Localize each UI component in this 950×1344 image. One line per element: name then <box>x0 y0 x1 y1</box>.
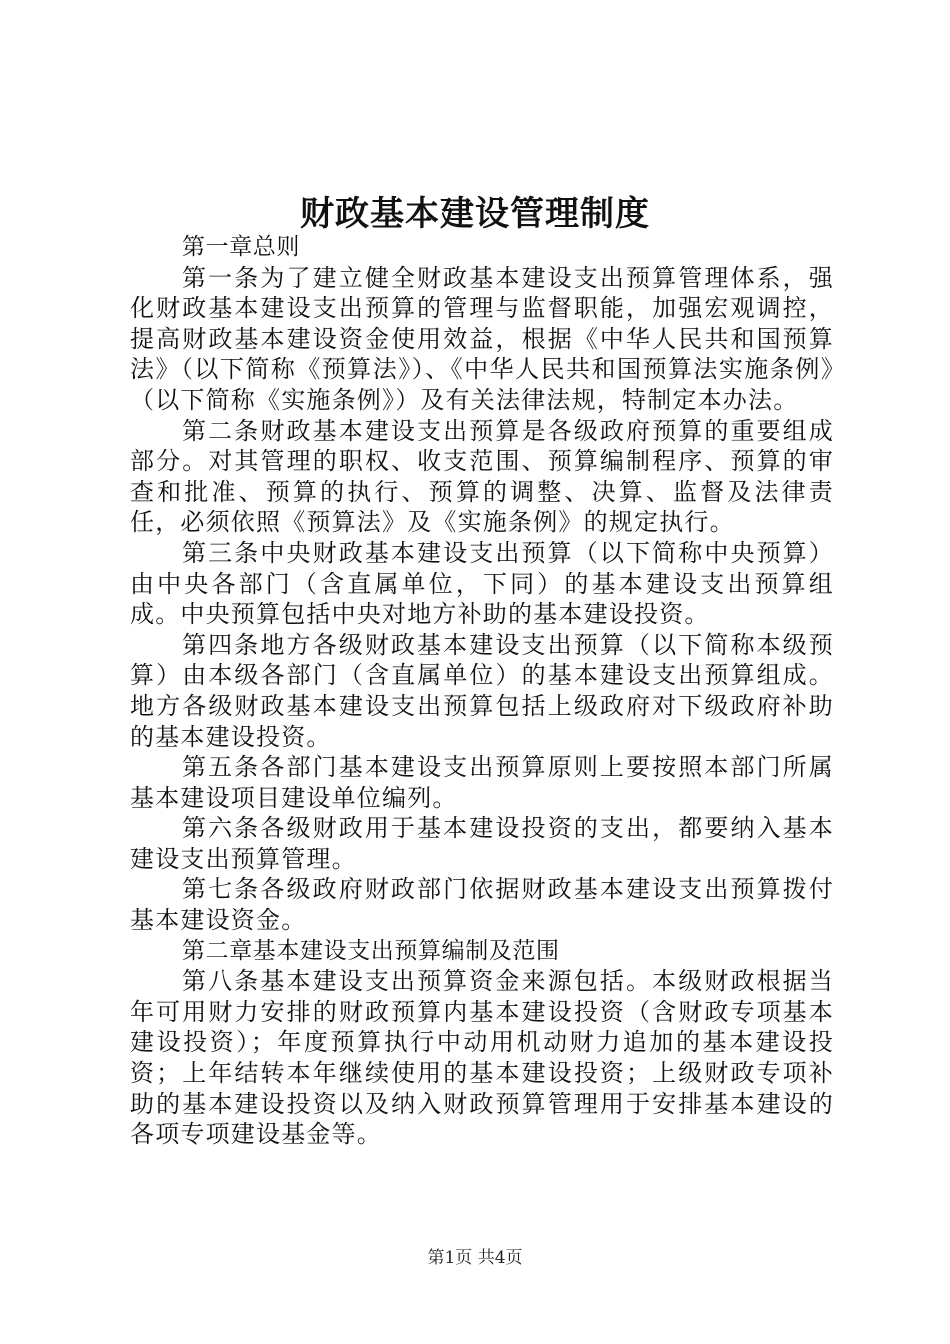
article-paragraph: 第五条各部门基本建设支出预算原则上要按照本部门所属基本建设项目建设单位编列。 <box>130 753 834 812</box>
article-paragraph: 第四条地方各级财政基本建设支出预算（以下简称本级预算）由本级各部门（含直属单位）的基本建设支出预算组成。地方各级财政基本建设支出预算包括上级政府对下级政府补助的基本建设投资。 <box>130 630 834 751</box>
document-title: 财政基本建设管理制度 <box>300 194 650 234</box>
article-paragraph: 第三条中央财政基本建设支出预算（以下简称中央预算）由中央各部门（含直属单位，下同）的基本建设支出预算组成。中央预算包括中央对地方补助的基本建设投资。 <box>130 538 834 629</box>
chapter-heading: 第二章基本建设支出预算编制及范围 <box>182 937 560 964</box>
article-paragraph: 第一条为了建立健全财政基本建设支出预算管理体系，强化财政基本建设支出预算的管理与监督职能，加强宏观调控，提高财政基本建设资金使用效益，根据《中华人民共和国预算法》（以下简称《预算法》）、《中华人民共和国预算法实施条例》（以下简称《实施条例》）及有关法律法规，特制定本办法。 <box>130 263 834 414</box>
chapter-heading: 第一章总则 <box>182 234 300 260</box>
article-paragraph: 第七条各级政府财政部门依据财政基本建设支出预算拨付基本建设资金。 <box>130 875 834 935</box>
article-paragraph: 第八条基本建设支出预算资金来源包括。本级财政根据当年可用财力安排的财政预算内基本建设投资（含财政专项基本建设投资）；年度预算执行中动用机动财力追加的基本建设投资；上年结转本年继续使用的基本建设投资；上级财政专项补助的基本建设投资以及纳入财政预算管理用于安排基本建设的各项专项建设基金等。 <box>130 967 834 1149</box>
article-paragraph: 第六条各级财政用于基本建设投资的支出，都要纳入基本建设支出预算管理。 <box>130 814 834 873</box>
document-body <box>130 232 834 1150</box>
article-paragraph: 第二条财政基本建设支出预算是各级政府预算的重要组成部分。对其管理的职权、收支范围、预算编制程序、预算的审查和批准、预算的执行、预算的调整、决算、监督及法律责任，必须依照《预算法》及《实施条例》的规定执行。 <box>130 416 834 537</box>
page-footer: 第1页 共4页 <box>427 1248 523 1268</box>
